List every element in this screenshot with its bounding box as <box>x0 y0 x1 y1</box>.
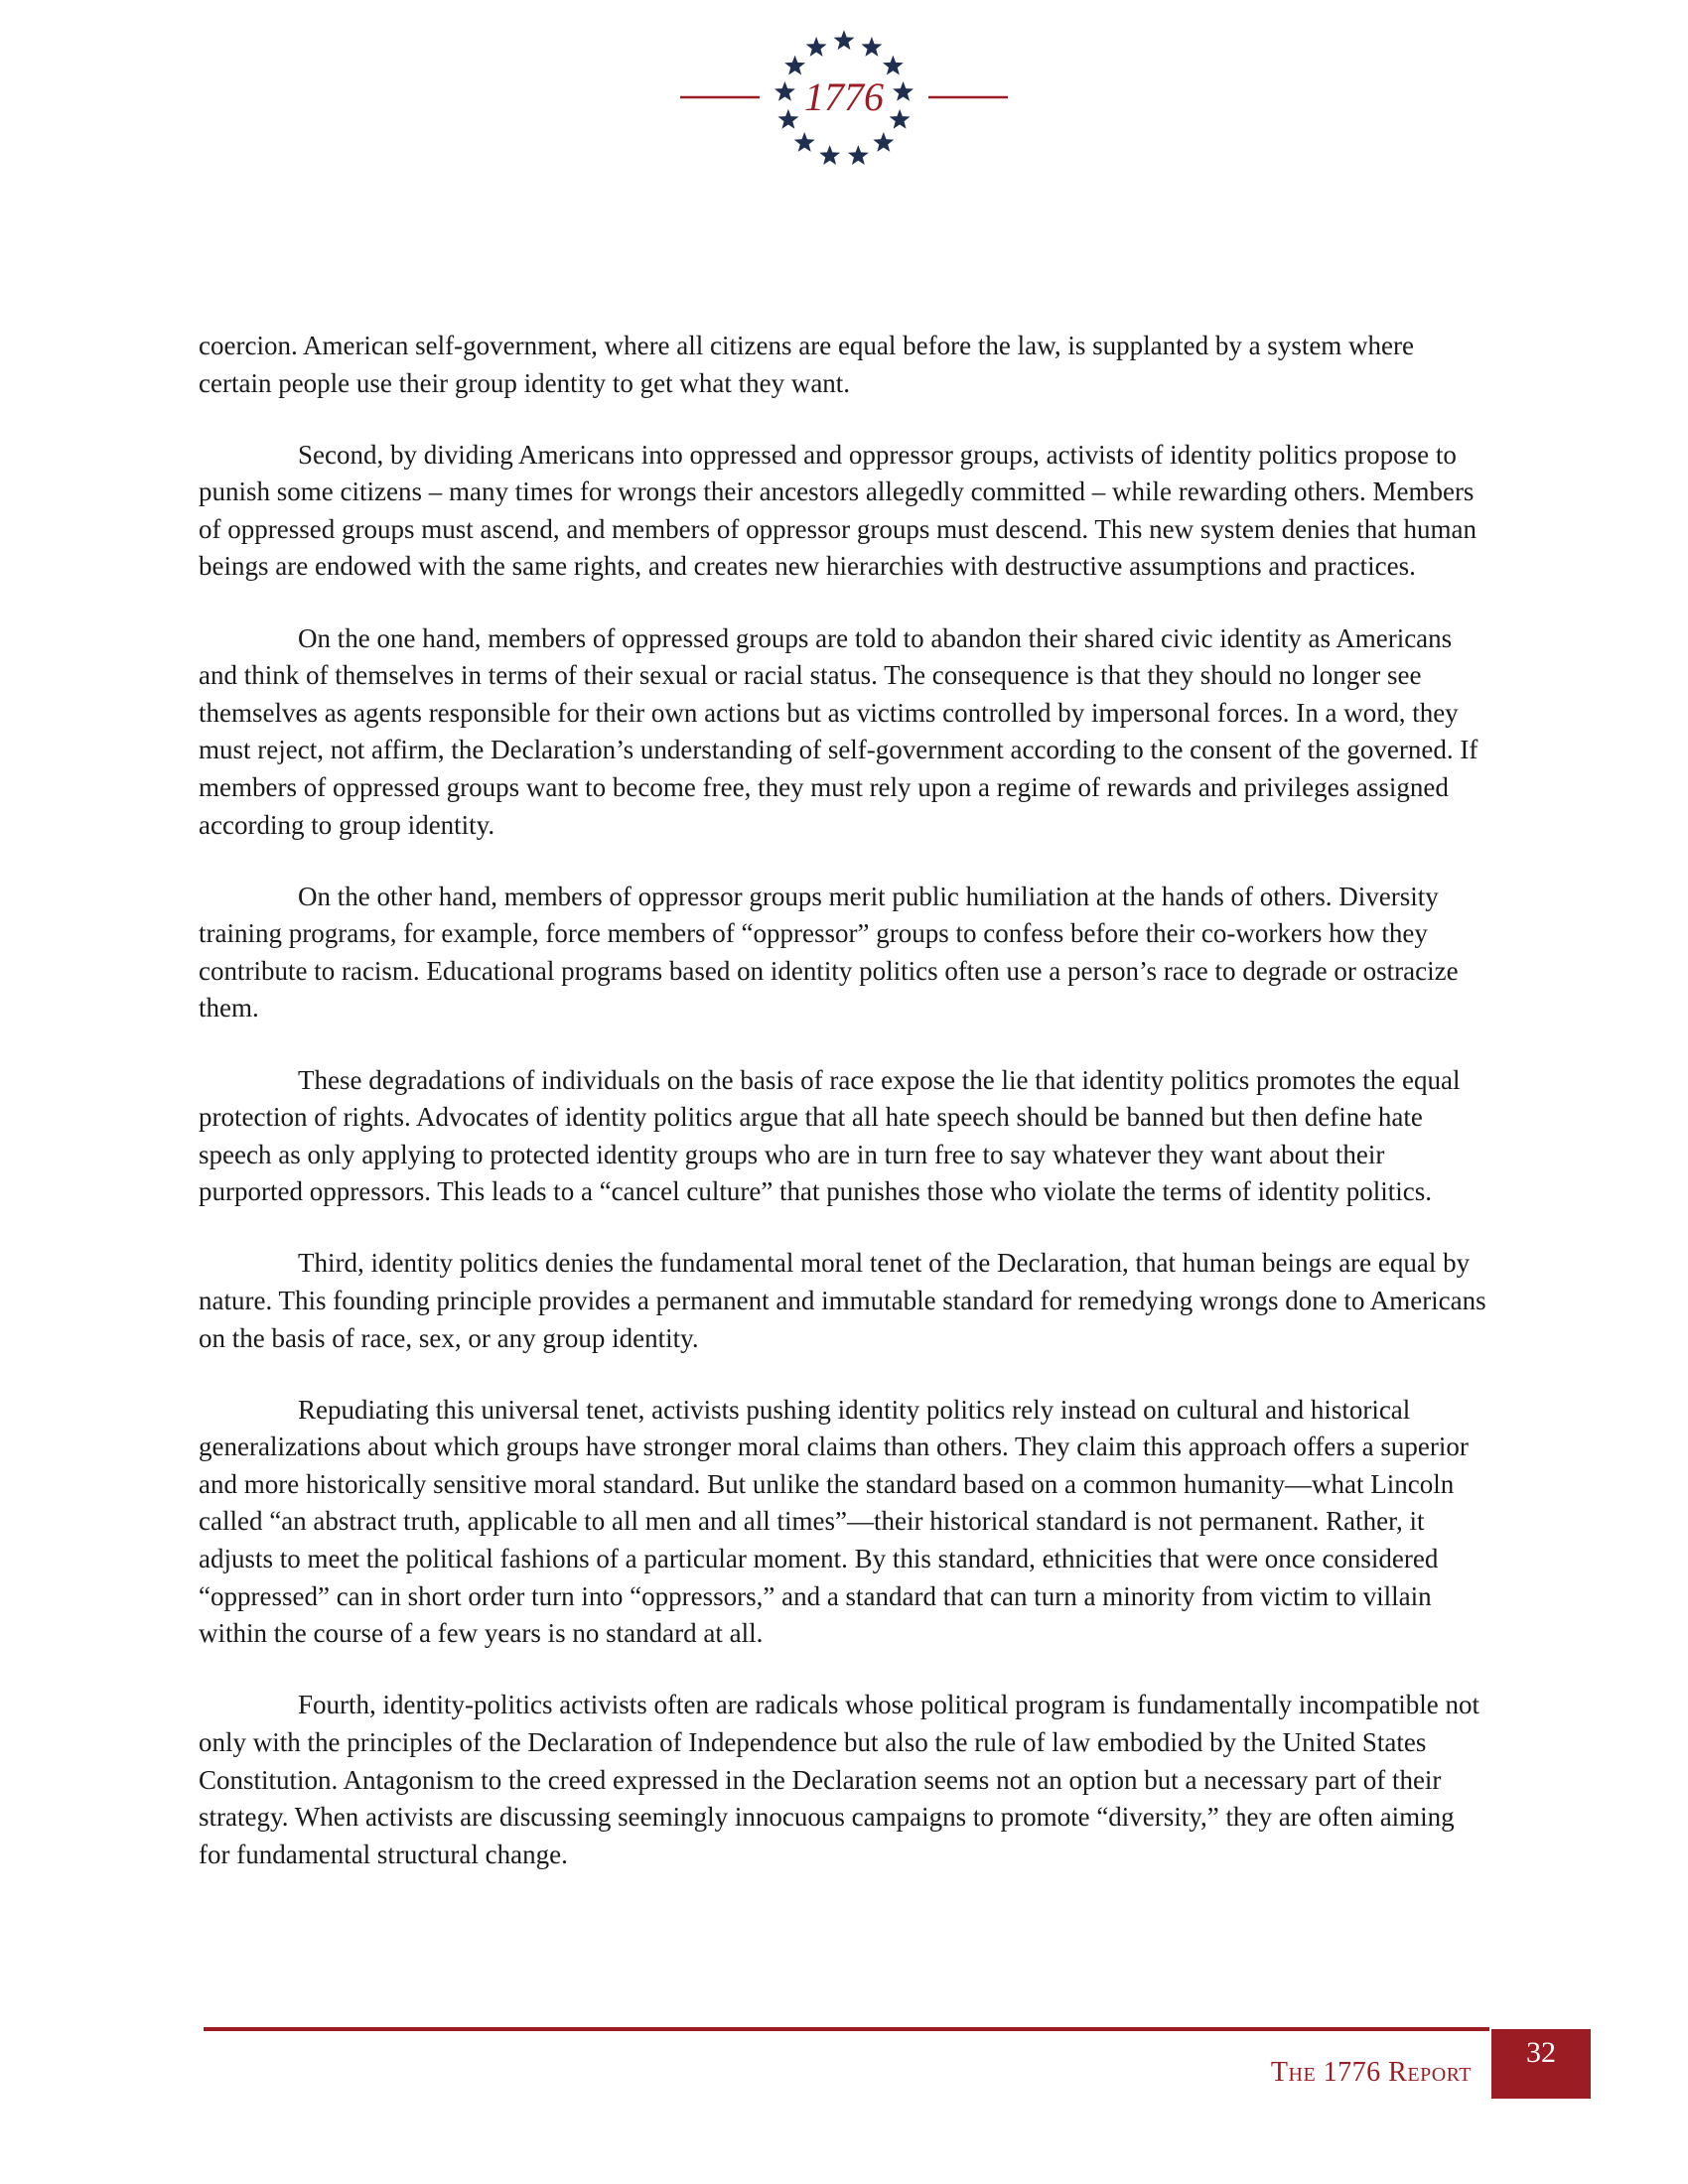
paragraph: Second, by dividing Americans into oppressed and oppressor groups, activists of identity politics propose to punish some citizens – many times for wrongs their ancestors allegedly committed – while rewarding others. Members of oppressed groups must ascend, and members of oppressor groups must descend. This new system denies that human beings are endowed with the same rights, and creates new hierarchies with destructive assumptions and practices. <box>199 439 1477 582</box>
paragraph: Repudiating this universal tenet, activists pushing identity politics rely instead on cultural and historical generalizations about which groups have stronger moral claims than others. They claim this approach offers a superior and more historically sensitive moral standard. But unlike the standard based on a common humanity—what Lincoln called “an abstract truth, applicable to all men and all times”—their historical standard is not permanent. Rather, it adjusts to meet the political fashions of a particular moment. By this standard, ethnicities that were once considered “oppressed” can in short order turn into “oppressors,” and a standard that can turn a minority from victim to villain within the course of a few years is no standard at all. <box>199 1394 1469 1649</box>
seal-graphic <box>675 28 1013 187</box>
star-icon <box>806 37 827 57</box>
star-icon <box>883 56 904 75</box>
star-icon <box>893 81 914 101</box>
paragraph: On the one hand, members of oppressed groups are told to abandon their shared civic identity as Americans and think of themselves in terms of their sexual or racial status. The consequence is that they should no longer see themselves as agents responsible for their own actions but as victims controlled by impersonal forces. In a word, they must reject, not affirm, the Declaration’s understanding of self-government according to the consent of the governed. If members of oppressed groups want to become free, they must rely upon a regime of rewards and privileges assigned according to group identity. <box>199 622 1478 840</box>
footer-report-title: The 1776 Report <box>1270 2057 1472 2088</box>
paragraph: coercion. American self-government, where all citizens are equal before the law, is supplanted by a system where certain people use their group identity to get what they want. <box>199 331 1415 398</box>
star-icon <box>794 132 815 152</box>
star-icon <box>774 81 795 101</box>
star-icon <box>848 145 869 165</box>
paragraph: Third, identity politics denies the fundamental moral tenet of the Declaration, that human beings are equal by nature. This founding principle provides a permanent and immutable standard for remedying wrongs done to Americans on the basis of race, sex, or any group identity. <box>199 1248 1486 1353</box>
star-icon <box>819 145 840 165</box>
star-icon <box>873 132 894 152</box>
star-icon <box>834 30 855 50</box>
document-body <box>199 328 1489 1908</box>
footer-rule <box>204 2027 1489 2031</box>
header-seal <box>675 28 1013 187</box>
paragraph: On the other hand, members of oppressor groups merit public humiliation at the hands of others. Diversity training programs, for example, force members of “oppressor” groups to confess before their co-workers how they contribute to racism. Educational programs based on identity politics often use a person’s race to degrade or ostracize them. <box>199 881 1459 1024</box>
star-icon <box>784 56 805 75</box>
paragraph: These degradations of individuals on the basis of race expose the lie that identity politics promotes the equal protection of rights. Advocates of identity politics argue that all hate speech should be banned but then define hate speech as only applying to protected identity groups who are in turn free to say whatever they want about their purported oppressors. This leads to a “cancel culture” that punishes those who violate the terms of identity politics. <box>199 1064 1461 1207</box>
seal-year: 1776 <box>804 74 884 119</box>
paragraph: Fourth, identity-politics activists often are radicals whose political program is fundamentally incompatible not only with the principles of the Declaration of Independence but also the rule of law embodied by the United States Constitution. Antagonism to the creed expressed in the Declaration seems not an option but a necessary part of their strategy. When activists are discussing seemingly innocuous campaigns to promote “diversity,” they are often aiming for fundamental structural change. <box>199 1690 1479 1869</box>
star-icon <box>890 109 911 129</box>
star-icon <box>777 109 798 129</box>
page-number: 32 <box>1491 2029 1591 2099</box>
star-icon <box>861 37 882 57</box>
